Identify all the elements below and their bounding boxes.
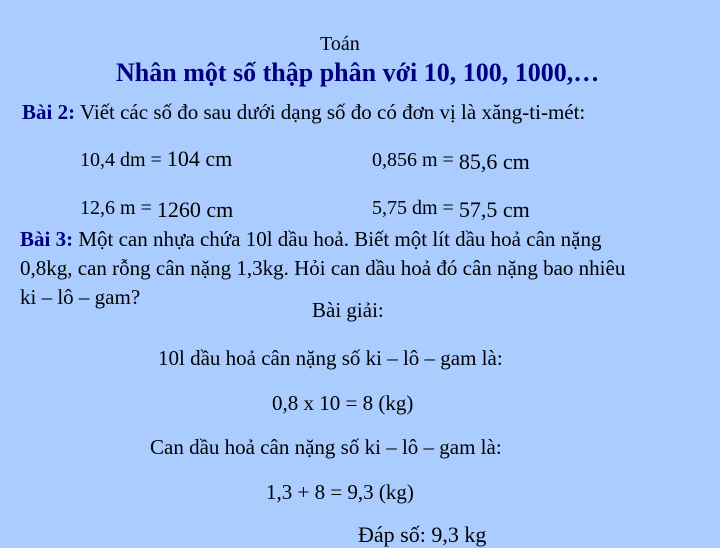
solution-step-4: 1,3 + 8 = 9,3 (kg) [266, 480, 414, 504]
item-answer: 57,5 cm [458, 197, 530, 222]
item-answer: 1260 cm [156, 197, 234, 222]
exercise-2-item-1 [80, 146, 232, 172]
exercise-3-line-2: 0,8kg, can rỗng cân nặng 1,3kg. Hỏi can dầu hoả đó cân nặng bao nhiêu [20, 256, 626, 280]
item-question: 12,6 m = [80, 197, 157, 219]
final-answer: Đáp số: 9,3 kg [358, 522, 487, 547]
item-question: 5,75 dm = [372, 197, 459, 219]
exercise-3-line-3: ki – lô – gam? [20, 285, 141, 309]
exercise-3-label: Bài 3: [20, 227, 74, 251]
item-question: 10,4 dm = [80, 149, 167, 171]
item-answer: 104 cm [166, 146, 233, 171]
solution-heading: Bài giải: [312, 298, 384, 322]
exercise-2-label: Bài 2: [22, 100, 76, 124]
item-answer: 85,6 cm [458, 149, 530, 174]
exercise-2-item-4 [372, 194, 530, 220]
exercise-2-heading [22, 100, 585, 125]
item-question: 0,856 m = [372, 149, 459, 171]
exercise-2-item-3 [80, 194, 233, 220]
solution-step-1: 10l dầu hoả cân nặng số ki – lô – gam là: [158, 346, 503, 370]
exercise-3-text: Một can nhựa chứa 10l dầu hoả. Biết một lít dầu hoả cân nặng [73, 227, 602, 251]
solution-step-3: Can dầu hoả cân nặng số ki – lô – gam là: [150, 435, 502, 459]
solution-step-2: 0,8 x 10 = 8 (kg) [272, 391, 414, 415]
exercise-2-item-2 [372, 146, 530, 172]
lesson-title: Nhân một số thập phân với 10, 100, 1000,… [116, 58, 600, 87]
subject-label: Toán [320, 33, 360, 55]
exercise-3-line-1 [20, 227, 601, 252]
exercise-2-instruction: Viết các số đo sau dưới dạng số đo có đơn vị là xăng-ti-mét: [75, 100, 586, 124]
